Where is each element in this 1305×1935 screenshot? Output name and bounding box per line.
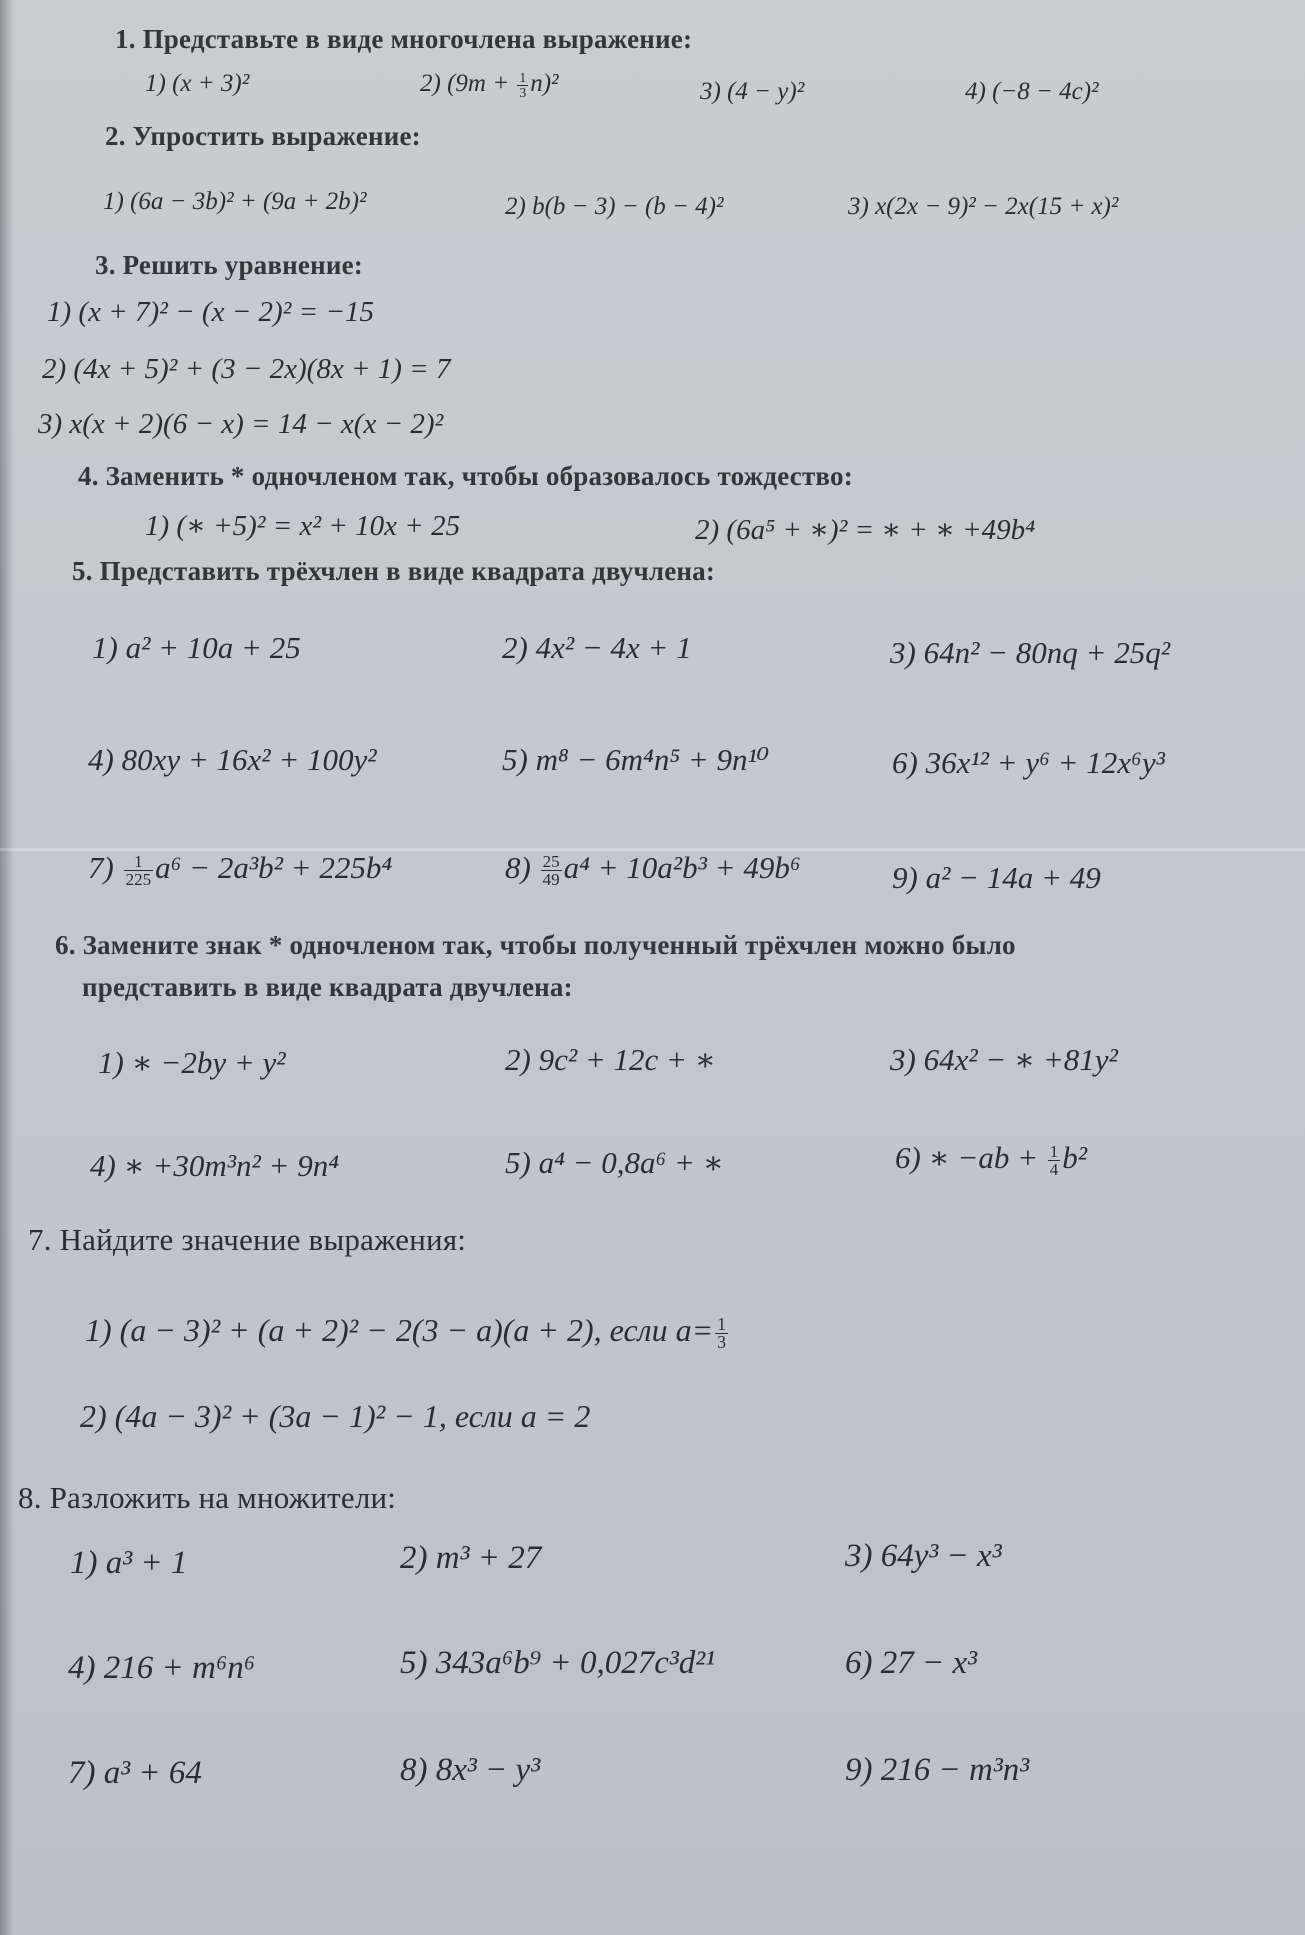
task-3-item-1: 1) (x + 7)² − (x − 2)² = −15 xyxy=(47,296,375,328)
task-1-item-4: 4) (−8 − 4c)² xyxy=(965,78,1099,105)
task-8-item-9: 9) 216 − m³n³ xyxy=(845,1752,1030,1788)
task-5-item-5: 5) m⁸ − 6m⁴n⁵ + 9n¹⁰ xyxy=(502,742,770,777)
task-6-item-1: 1) ∗ −2by + y² xyxy=(98,1045,286,1080)
task-1-heading: 1. Представьте в виде многочлена выражение: xyxy=(115,24,693,54)
task-8-item-5: 5) 343a⁶b⁹ + 0,027c³d²¹ xyxy=(400,1645,716,1681)
task-1-item-2 xyxy=(420,70,559,100)
task-3-item-2: 2) (4x + 5)² + (3 − 2x)(8x + 1) = 7 xyxy=(42,353,451,385)
task-7-item-2: 2) (4a − 3)² + (3a − 1)² − 1, если a = 2 xyxy=(80,1398,591,1434)
task-5-item-9: 9) a² − 14a + 49 xyxy=(892,860,1101,895)
task-6-item-4: 4) ∗ +30m³n² + 9n⁴ xyxy=(90,1148,339,1183)
fraction-one-quarter: $\frac{1}{4}$ xyxy=(1049,1142,1059,1180)
task-6-heading-line-2: представить в виде квадрата двучлена: xyxy=(82,972,573,1002)
fraction-25-49ths: $\frac{25}{49}$ xyxy=(542,852,560,890)
task-5-item-4: 4) 80xy + 16x² + 100y² xyxy=(88,742,377,777)
task-2-item-3: 3) x(2x − 9)² − 2x(15 + x)² xyxy=(848,193,1119,220)
task-1-item-2-tail: n)² xyxy=(530,70,559,97)
task-5-item-2: 2) 4x² − 4x + 1 xyxy=(502,630,692,665)
task-2-heading: 2. Упростить выражение: xyxy=(105,121,421,151)
task-5-item-3: 3) 64n² − 80nq + 25q² xyxy=(890,635,1170,670)
task-2-item-1: 1) (6a − 3b)² + (9a + 2b)² xyxy=(103,188,367,215)
task-5-item-7: 7) $\frac{1}{225}$ a⁶ − 2a³b² + 225b⁴ xyxy=(88,850,393,890)
task-4-heading: 4. Заменить * одночленом так, чтобы образовалось тождество: xyxy=(78,461,853,491)
task-8-item-4: 4) 216 + m⁶n⁶ xyxy=(68,1650,256,1686)
fraction-one-225th: $\frac{1}{225}$ xyxy=(125,852,152,890)
task-8-item-8: 8) 8x³ − y³ xyxy=(400,1752,541,1788)
task-3-heading: 3. Решить уравнение: xyxy=(95,250,363,280)
task-1-item-1: 1) (x + 3)² xyxy=(145,70,250,97)
task-8-item-3: 3) 64y³ − x³ xyxy=(845,1538,1002,1574)
task-7-item-1: 1) (a − 3)² + (a + 2)² − 2(3 − a)(a + 2), если a= $\frac{1}{3}$ xyxy=(85,1312,726,1353)
task-1-item-3: 3) (4 − y)² xyxy=(700,78,805,105)
task-6-item-2: 2) 9c² + 12c + ∗ xyxy=(505,1042,716,1077)
task-5-item-1: 1) a² + 10a + 25 xyxy=(92,630,301,665)
task-5-item-6: 6) 36x¹² + y⁶ + 12x⁶y³ xyxy=(892,745,1165,780)
page-edge-shadow xyxy=(0,0,14,1935)
task-6-item-6: 6) ∗ −ab + $\frac{1}{4}$ b² xyxy=(895,1140,1088,1180)
task-1-item-2-head: 2) (9m + xyxy=(420,70,516,97)
task-4-item-2: 2) (6a⁵ + ∗)² = ∗ + ∗ +49b⁴ xyxy=(695,514,1036,546)
task-2-item-2: 2) b(b − 3) − (b − 4)² xyxy=(505,193,724,220)
task-5-item-8: 8) $\frac{25}{49}$ a⁴ + 10a²b³ + 49b⁶ xyxy=(505,850,801,890)
task-3-item-3: 3) x(x + 2)(6 − x) = 14 − x(x − 2)² xyxy=(38,408,444,440)
task-8-item-7: 7) a³ + 64 xyxy=(68,1755,202,1791)
fraction-one-third: $\frac{1}{3}$ xyxy=(519,70,527,100)
task-8-heading: 8. Разложить на множители: xyxy=(18,1480,397,1515)
task-8-item-6: 6) 27 − x³ xyxy=(845,1645,978,1681)
task-6-item-5: 5) a⁴ − 0,8a⁶ + ∗ xyxy=(505,1145,724,1180)
fraction-one-third-7: $\frac{1}{3}$ xyxy=(717,1313,726,1353)
task-8-item-2: 2) m³ + 27 xyxy=(400,1540,542,1576)
task-6-heading-line-1: 6. Замените знак * одночленом так, чтобы полученный трёхчлен можно было xyxy=(55,930,1016,960)
task-8-item-1: 1) a³ + 1 xyxy=(70,1545,188,1581)
task-4-item-1: 1) (∗ +5)² = x² + 10x + 25 xyxy=(145,510,461,542)
task-6-item-3: 3) 64x² − ∗ +81y² xyxy=(890,1042,1118,1077)
task-5-heading: 5. Представить трёхчлен в виде квадрата двучлена: xyxy=(72,556,716,586)
task-7-heading: 7. Найдите значение выражения: xyxy=(28,1222,467,1257)
